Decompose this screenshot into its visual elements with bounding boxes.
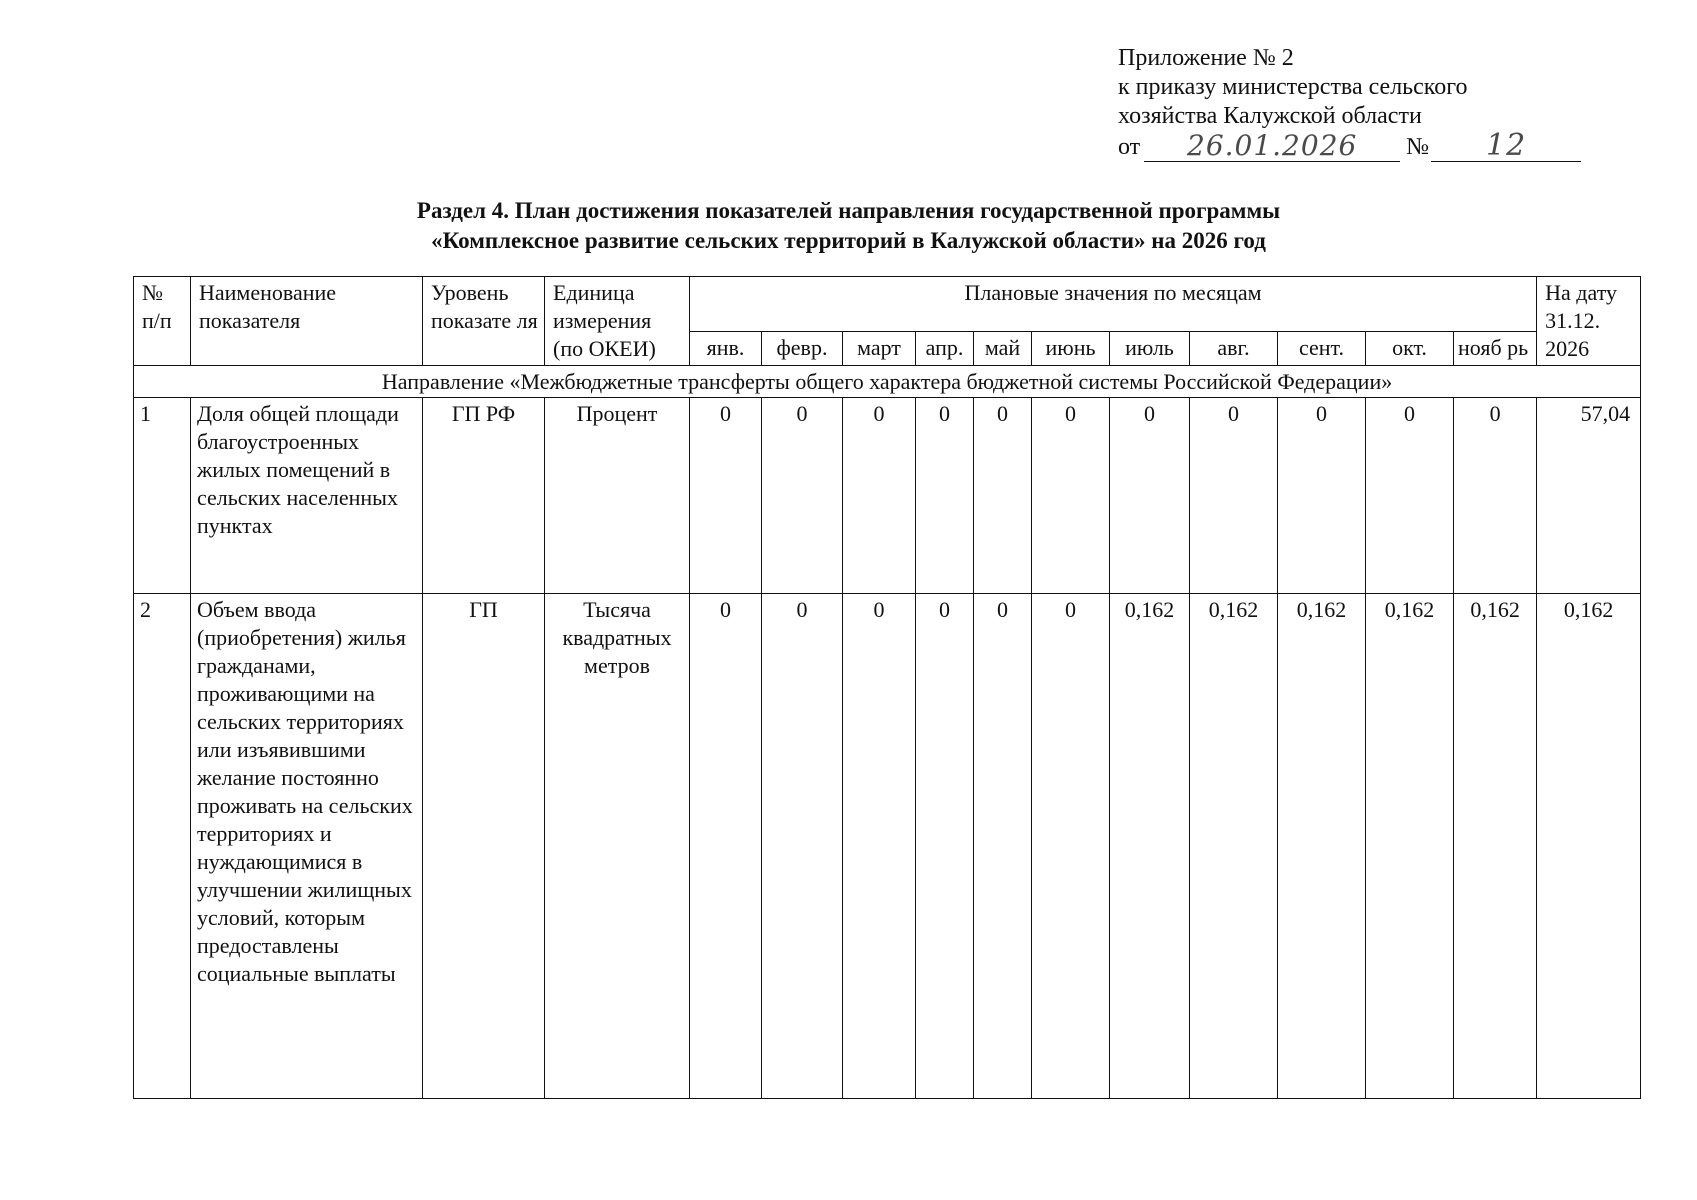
row-num: 1 (134, 398, 191, 594)
table-row (134, 594, 1641, 1099)
month-header: апр. (916, 332, 974, 366)
month-header: авг. (1190, 332, 1278, 366)
month-header: май (974, 332, 1032, 366)
handwritten-number: 12 (1431, 131, 1581, 162)
row-unit: Тысяча квадратных метров (545, 594, 690, 1099)
row-value: 0 (1454, 398, 1537, 594)
appendix-ministry-line: хозяйства Калужской области (1118, 103, 1422, 129)
month-header: июль (1110, 332, 1190, 366)
row-value: 0,162 (1278, 594, 1366, 1099)
row-value: 0,162 (1110, 594, 1190, 1099)
month-header: июнь (1032, 332, 1110, 366)
header-row-1 (134, 277, 1641, 332)
row-value: 0 (762, 398, 843, 594)
row-value: 0 (843, 594, 916, 1099)
appendix-block (1118, 44, 1598, 162)
row-value: 0 (974, 398, 1032, 594)
row-value: 0 (1190, 398, 1278, 594)
from-label: от (1118, 134, 1141, 160)
row-value: 0 (1110, 398, 1190, 594)
row-value: 0 (1278, 398, 1366, 594)
month-header: февр. (762, 332, 843, 366)
row-value: 0 (1032, 398, 1110, 594)
row-value: 0,162 (1454, 594, 1537, 1099)
header-num: № п/п (134, 277, 191, 366)
row-name: Объем ввода (приобретения) жилья гражданами, проживающими на сельских территориях или изъявившими желание постоянно проживать на сельских территориях и нуждающимися в улучшении жилищных условий, которым предоставлены социальные выплаты (191, 594, 423, 1099)
row-on-date-value: 0,162 (1537, 594, 1641, 1099)
row-value: 0 (916, 594, 974, 1099)
row-value: 0 (916, 398, 974, 594)
month-header: окт. (1366, 332, 1454, 366)
row-on-date-value: 57,04 (1537, 398, 1641, 594)
row-value: 0 (1032, 594, 1110, 1099)
row-value: 0 (762, 594, 843, 1099)
title-line-1: Раздел 4. План достижения показателей направления государственной программы (416, 198, 1281, 223)
header-name: Наименование показателя (191, 277, 423, 366)
row-value: 0 (690, 594, 762, 1099)
row-level: ГП РФ (423, 398, 545, 594)
handwritten-date: 26.01.2026 (1144, 131, 1400, 162)
appendix-order-line: к приказу министерства сельского (1118, 74, 1468, 100)
header-on-date: На дату 31.12. 2026 (1537, 277, 1641, 366)
plan-table (133, 276, 1641, 1099)
appendix-title: Приложение № 2 (1118, 45, 1294, 71)
header-level: Уровень показате ля (423, 277, 545, 366)
table-row (134, 398, 1641, 594)
header-unit: Единица измерения (по ОКЕИ) (545, 277, 690, 366)
row-value: 0 (690, 398, 762, 594)
row-unit: Процент (545, 398, 690, 594)
section-title-block (0, 196, 1697, 256)
month-header: нояб рь (1454, 332, 1537, 366)
title-line-2: «Комплексное развитие сельских территорий в Калужской области» на 2026 год (431, 228, 1266, 253)
row-value: 0,162 (1366, 594, 1454, 1099)
number-label: № (1406, 134, 1430, 160)
row-name: Доля общей площади благоустроенных жилых помещений в сельских населенных пунктах (191, 398, 423, 594)
row-value: 0 (974, 594, 1032, 1099)
month-header: сент. (1278, 332, 1366, 366)
month-header: янв. (690, 332, 762, 366)
appendix-date-number-line (1118, 128, 1598, 163)
row-value: 0 (1366, 398, 1454, 594)
row-value: 0,162 (1190, 594, 1278, 1099)
row-level: ГП (423, 594, 545, 1099)
month-header: март (843, 332, 916, 366)
section-row (134, 366, 1641, 398)
header-planned: Плановые значения по месяцам (690, 277, 1537, 332)
section-direction-title: Направление «Межбюджетные трансферты общего характера бюджетной системы Российской Федерации» (134, 366, 1641, 398)
row-num: 2 (134, 594, 191, 1099)
row-value: 0 (843, 398, 916, 594)
